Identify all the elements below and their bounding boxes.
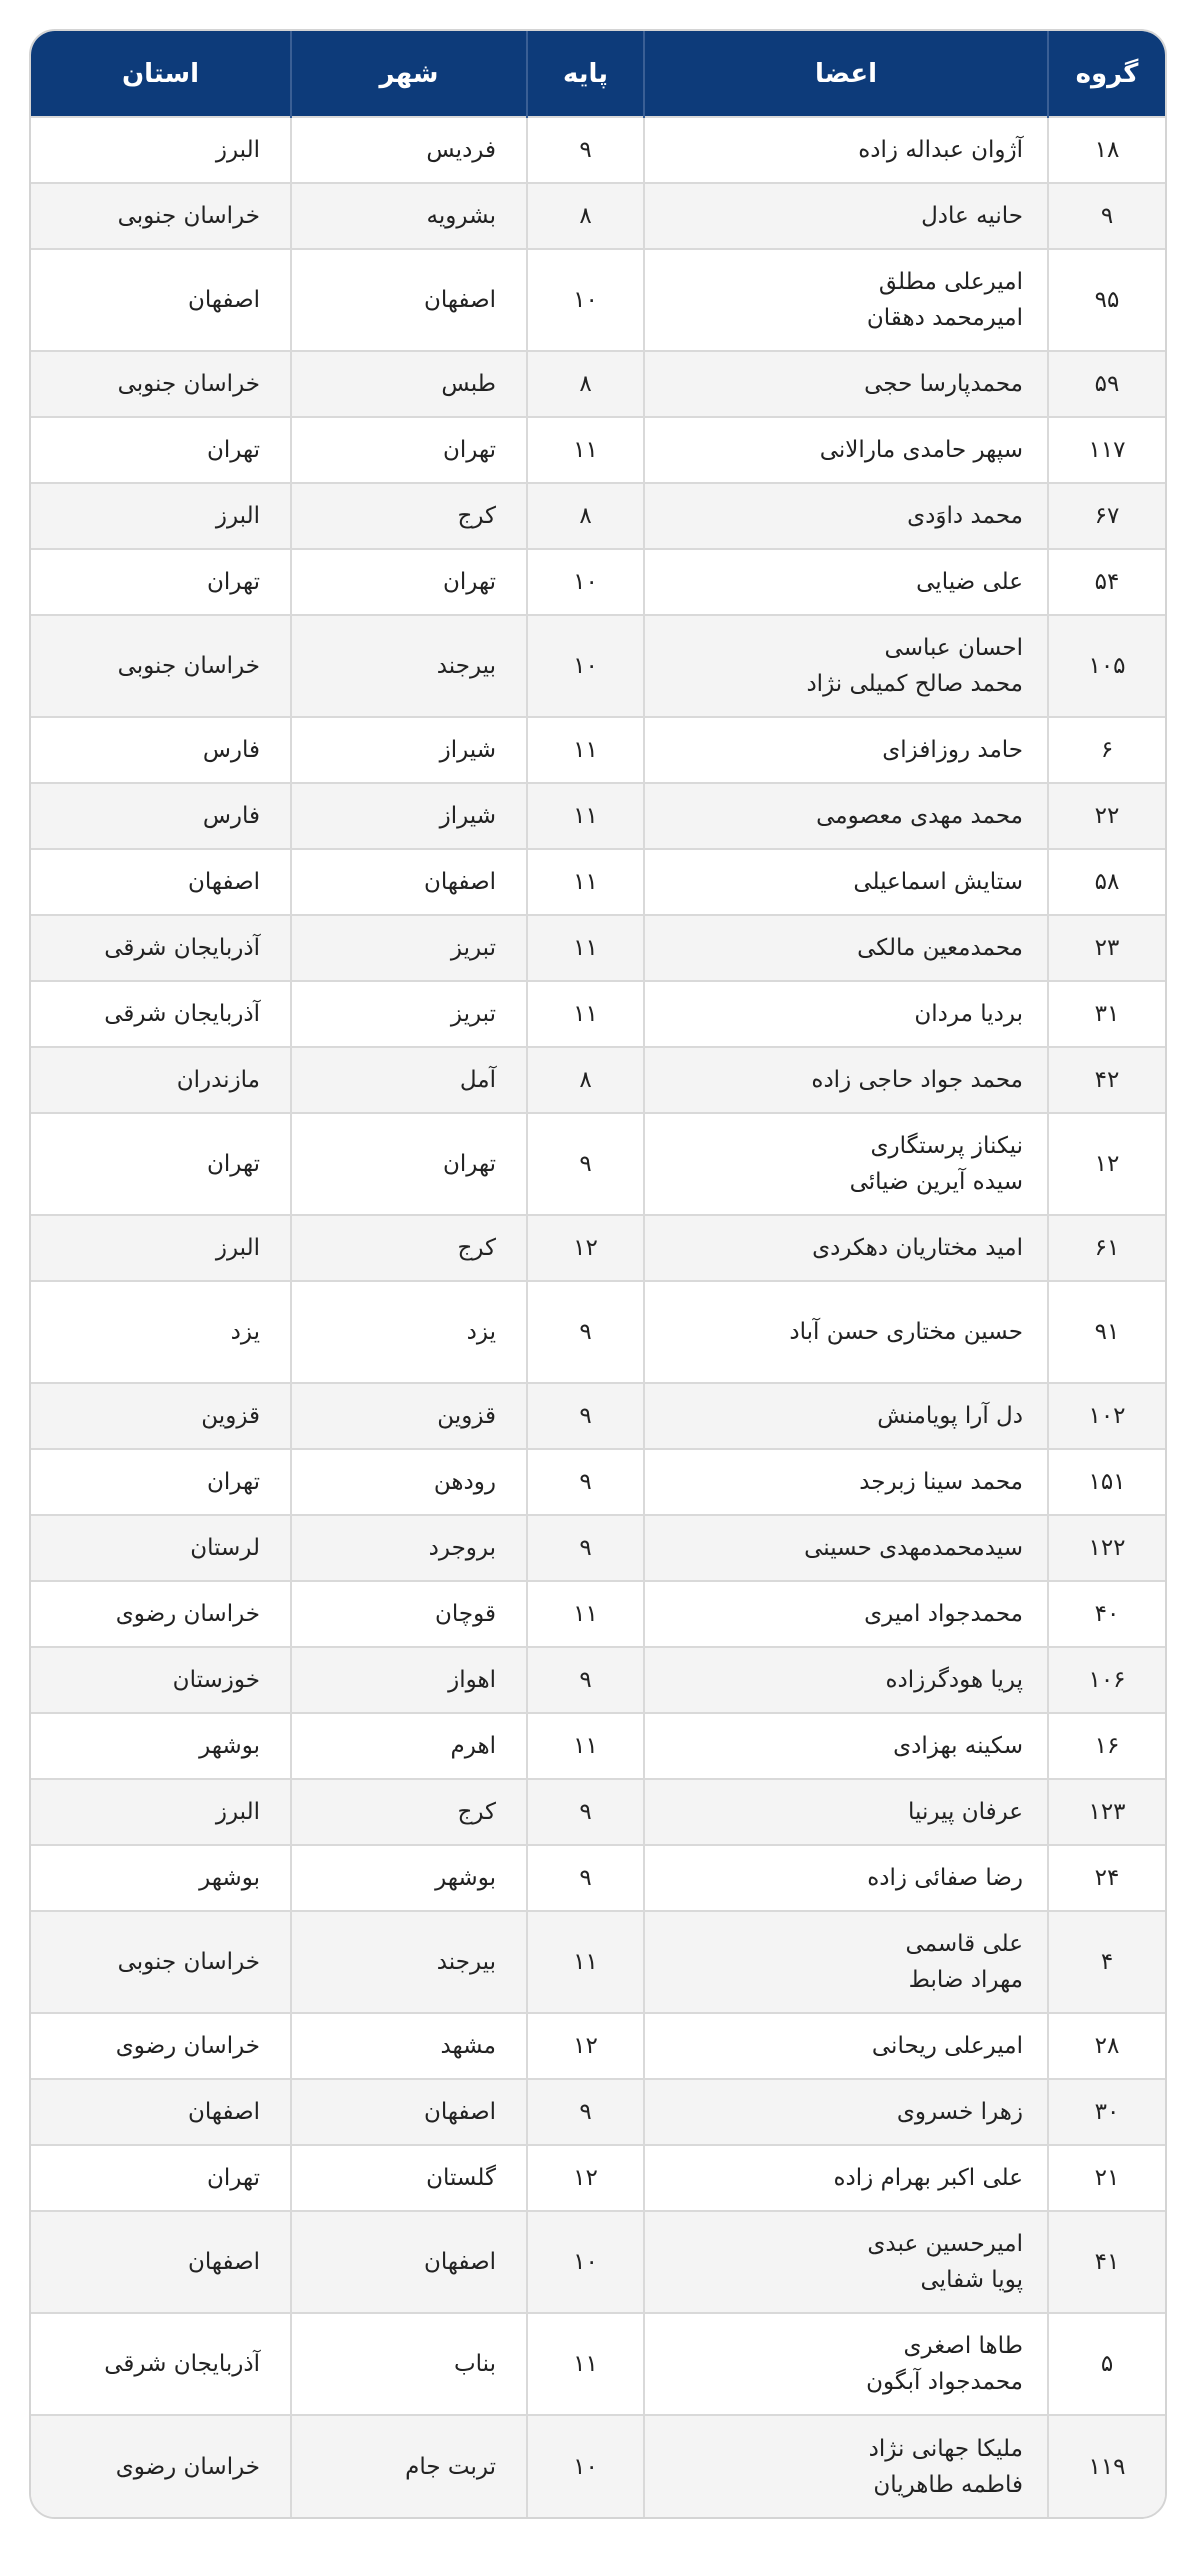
grade-cell: ۸ (527, 483, 644, 549)
city-cell: تهران (291, 417, 527, 483)
group-number-cell: ۵ (1048, 2313, 1165, 2415)
member-name: نیکناز پرستگاری (870, 1133, 1023, 1159)
province-cell: اصفهان (31, 849, 291, 915)
table-row (31, 1215, 1165, 1281)
city-cell: تبریز (291, 915, 527, 981)
member-name: علی قاسمی (905, 1931, 1023, 1957)
members-cell (644, 1449, 1048, 1515)
table-row (31, 2013, 1165, 2079)
header-grade: پایه (527, 31, 644, 117)
grade-cell: ۹ (527, 1449, 644, 1515)
group-number-cell: ۲۸ (1048, 2013, 1165, 2079)
province-cell: مازندران (31, 1047, 291, 1113)
members-cell (644, 717, 1048, 783)
group-number-cell: ۶۷ (1048, 483, 1165, 549)
members-cell (644, 117, 1048, 183)
member-name: امیرعلی ریحانی (871, 2033, 1023, 2059)
province-cell: البرز (31, 483, 291, 549)
member-name: فاطمه طاهریان (873, 2471, 1023, 2498)
members-cell (644, 1581, 1048, 1647)
members-cell (644, 981, 1048, 1047)
province-cell: اصفهان (31, 249, 291, 351)
grade-cell: ۹ (527, 1845, 644, 1911)
grade-cell: ۱۱ (527, 849, 644, 915)
city-cell: تهران (291, 1113, 527, 1215)
table-row (31, 249, 1165, 351)
grade-cell: ۱۱ (527, 417, 644, 483)
member-name: بردیا مردان (914, 1001, 1023, 1027)
members-cell (644, 249, 1048, 351)
province-cell: لرستان (31, 1515, 291, 1581)
table-row (31, 417, 1165, 483)
grade-cell: ۱۲ (527, 2145, 644, 2211)
members-cell (644, 2013, 1048, 2079)
city-cell: تربت جام (291, 2415, 527, 2517)
member-name: سیدمحمدمهدی حسینی (804, 1535, 1023, 1561)
table-row (31, 1581, 1165, 1647)
group-number-cell: ۲۲ (1048, 783, 1165, 849)
grade-cell: ۹ (527, 1383, 644, 1449)
city-cell: بشرویه (291, 183, 527, 249)
city-cell: یزد (291, 1281, 527, 1383)
table-row (31, 549, 1165, 615)
member-name: محمدجواد امیری (864, 1601, 1023, 1627)
grade-cell: ۱۱ (527, 717, 644, 783)
member-name: سپهر حامدی مارالانی (819, 437, 1023, 463)
table-row (31, 783, 1165, 849)
group-number-cell: ۱۰۲ (1048, 1383, 1165, 1449)
member-name: پویا شفایی (920, 2267, 1023, 2293)
grade-cell: ۹ (527, 117, 644, 183)
grade-cell: ۱۱ (527, 783, 644, 849)
city-cell: قوچان (291, 1581, 527, 1647)
table-header (31, 31, 1165, 117)
members-cell (644, 1281, 1048, 1383)
city-cell: اصفهان (291, 2211, 527, 2313)
header-city: شهر (291, 31, 527, 117)
table-row (31, 915, 1165, 981)
members-cell (644, 1515, 1048, 1581)
member-name: پریا هودگرزاده (885, 1667, 1023, 1693)
table-row (31, 2211, 1165, 2313)
member-name: امیرعلی مطلق (878, 269, 1023, 295)
grade-cell: ۱۱ (527, 1581, 644, 1647)
city-cell: شیراز (291, 783, 527, 849)
member-name: محمدپارسا حجی (864, 371, 1023, 397)
group-number-cell: ۹۱ (1048, 1281, 1165, 1383)
members-cell (644, 183, 1048, 249)
member-name: ملیکا جهانی نژاد (868, 2435, 1023, 2462)
table-row (31, 183, 1165, 249)
table-row (31, 717, 1165, 783)
table-row (31, 2145, 1165, 2211)
member-name: مهراد ضابط (908, 1967, 1023, 1993)
group-number-cell: ۱۲ (1048, 1113, 1165, 1215)
member-name: سکینه بهزادی (893, 1733, 1023, 1759)
city-cell: رودهن (291, 1449, 527, 1515)
province-cell: آذربایجان شرقی (31, 981, 291, 1047)
members-cell (644, 1047, 1048, 1113)
member-name: امیرمحمد دهقان (866, 305, 1023, 331)
city-cell: بناب (291, 2313, 527, 2415)
city-cell: تبریز (291, 981, 527, 1047)
grade-cell: ۱۱ (527, 2313, 644, 2415)
member-name: طاها اصغری (903, 2333, 1023, 2359)
table-row (31, 1113, 1165, 1215)
group-number-cell: ۵۹ (1048, 351, 1165, 417)
grade-cell: ۸ (527, 351, 644, 417)
table-row (31, 1647, 1165, 1713)
city-cell: اصفهان (291, 249, 527, 351)
table-row (31, 1845, 1165, 1911)
table-row (31, 615, 1165, 717)
members-cell (644, 783, 1048, 849)
member-name: علی اکبر بهرام زاده (833, 2165, 1023, 2191)
group-number-cell: ۱۲۳ (1048, 1779, 1165, 1845)
members-cell (644, 2211, 1048, 2313)
table-row (31, 117, 1165, 183)
members-table-card (29, 29, 1167, 2519)
member-name: زهرا خسروی (896, 2099, 1023, 2125)
city-cell: کرج (291, 1779, 527, 1845)
group-number-cell: ۳۰ (1048, 2079, 1165, 2145)
header-group: گروه (1048, 31, 1165, 117)
grade-cell: ۱۲ (527, 1215, 644, 1281)
header-province: استان (121, 58, 200, 89)
members-cell (644, 1845, 1048, 1911)
province-cell: بوشهر (31, 1713, 291, 1779)
grade-cell: ۱۱ (527, 1713, 644, 1779)
province-cell: البرز (31, 1215, 291, 1281)
member-name: آژوان عبداله زاده (858, 137, 1023, 163)
city-cell: گلستان (291, 2145, 527, 2211)
grade-cell: ۸ (527, 183, 644, 249)
province-cell: خراسان جنوبی (31, 1911, 291, 2013)
members-cell (644, 1113, 1048, 1215)
grade-cell: ۹ (527, 1647, 644, 1713)
province-cell: اصفهان (31, 2079, 291, 2145)
grade-cell: ۹ (527, 2079, 644, 2145)
city-cell: شیراز (291, 717, 527, 783)
group-number-cell: ۴۰ (1048, 1581, 1165, 1647)
table-body (31, 117, 1165, 2517)
group-number-cell: ۴ (1048, 1911, 1165, 2013)
grade-cell: ۱۱ (527, 981, 644, 1047)
table-row (31, 1779, 1165, 1845)
city-cell: اصفهان (291, 849, 527, 915)
province-cell: تهران (31, 2145, 291, 2211)
grade-cell: ۸ (527, 1047, 644, 1113)
member-name: عرفان پیرنیا (908, 1799, 1023, 1825)
member-name: دل آرا پویامنش (877, 1403, 1023, 1429)
group-number-cell: ۱۱۹ (1048, 2415, 1165, 2517)
group-number-cell: ۶۱ (1048, 1215, 1165, 1281)
group-number-cell: ۴۱ (1048, 2211, 1165, 2313)
city-cell: کرج (291, 1215, 527, 1281)
member-name: محمد جواد حاجی زاده (811, 1067, 1023, 1093)
table-row (31, 849, 1165, 915)
members-cell (644, 1713, 1048, 1779)
city-cell: کرج (291, 483, 527, 549)
grade-cell: ۱۱ (527, 1911, 644, 2013)
province-cell: خراسان جنوبی (31, 183, 291, 249)
grade-cell: ۹ (527, 1779, 644, 1845)
member-name: احسان عباسی (884, 635, 1023, 661)
city-cell: بوشهر (291, 1845, 527, 1911)
members-cell (644, 2313, 1048, 2415)
member-name: رضا صفائی زاده (867, 1865, 1023, 1891)
province-cell: خراسان رضوی (31, 1581, 291, 1647)
group-number-cell: ۱۰۶ (1048, 1647, 1165, 1713)
province-cell: قزوین (31, 1383, 291, 1449)
city-cell: طبس (291, 351, 527, 417)
member-name: محمد صالح کمیلی نژاد (806, 671, 1023, 697)
table-row (31, 1713, 1165, 1779)
city-cell: بروجرد (291, 1515, 527, 1581)
member-name: محمدمعین مالکی (857, 935, 1023, 961)
city-cell: بیرجند (291, 615, 527, 717)
group-number-cell: ۱۸ (1048, 117, 1165, 183)
city-cell: قزوین (291, 1383, 527, 1449)
member-name: علی ضیایی (916, 569, 1023, 595)
member-name: محمد سینا زبرجد (859, 1469, 1023, 1495)
city-cell: بیرجند (291, 1911, 527, 2013)
province-cell: آذربایجان شرقی (31, 915, 291, 981)
member-name: امید مختاریان دهکردی (812, 1235, 1023, 1261)
table-row (31, 2313, 1165, 2415)
province-cell: تهران (31, 1449, 291, 1515)
province-cell: خراسان رضوی (31, 2013, 291, 2079)
city-cell: اهرم (291, 1713, 527, 1779)
province-cell: بوشهر (31, 1845, 291, 1911)
province-cell: تهران (31, 549, 291, 615)
table-row (31, 1047, 1165, 1113)
member-name: ستایش اسماعیلی (853, 869, 1023, 895)
members-cell (644, 849, 1048, 915)
city-cell: مشهد (291, 2013, 527, 2079)
group-number-cell: ۱۵۱ (1048, 1449, 1165, 1515)
members-cell (644, 1911, 1048, 2013)
member-name: حامد روزافزای (882, 737, 1023, 763)
group-number-cell: ۶ (1048, 717, 1165, 783)
members-cell (644, 351, 1048, 417)
group-number-cell: ۳۱ (1048, 981, 1165, 1047)
table-row (31, 1515, 1165, 1581)
table-row (31, 483, 1165, 549)
group-number-cell: ۴۲ (1048, 1047, 1165, 1113)
members-cell (644, 615, 1048, 717)
grade-cell: ۱۲ (527, 2013, 644, 2079)
members-cell (644, 483, 1048, 549)
group-number-cell: ۲۴ (1048, 1845, 1165, 1911)
grade-cell: ۱۰ (527, 249, 644, 351)
grade-cell: ۹ (527, 1113, 644, 1215)
member-name: محمد داوَدی (907, 503, 1023, 529)
city-cell: فردیس (291, 117, 527, 183)
grade-cell: ۹ (527, 1515, 644, 1581)
grade-cell: ۱۰ (527, 2415, 644, 2517)
member-name: حسین مختاری حسن آباد (789, 1319, 1023, 1345)
members-cell (644, 1779, 1048, 1845)
group-number-cell: ۹۵ (1048, 249, 1165, 351)
member-name: امیرحسین عبدی (867, 2231, 1023, 2257)
header-row (31, 31, 1165, 117)
group-number-cell: ۱۲۲ (1048, 1515, 1165, 1581)
members-cell (644, 915, 1048, 981)
group-number-cell: ۲۱ (1048, 2145, 1165, 2211)
city-cell: تهران (291, 549, 527, 615)
grade-cell: ۱۰ (527, 615, 644, 717)
province-cell: فارس (31, 783, 291, 849)
grade-cell: ۱۱ (527, 915, 644, 981)
province-cell: خراسان جنوبی (31, 615, 291, 717)
grade-cell: ۹ (527, 1281, 644, 1383)
province-cell: خراسان رضوی (31, 2415, 291, 2517)
province-cell: یزد (31, 1281, 291, 1383)
member-name: محمدجواد آبگون (866, 2369, 1023, 2395)
group-number-cell: ۱۱۷ (1048, 417, 1165, 483)
members-cell (644, 1383, 1048, 1449)
header-members: اعضا (644, 31, 1048, 117)
group-number-cell: ۲۳ (1048, 915, 1165, 981)
member-name: حانیه عادل (921, 203, 1023, 229)
province-cell: اصفهان (31, 2211, 291, 2313)
group-number-cell: ۵۸ (1048, 849, 1165, 915)
city-cell: اصفهان (291, 2079, 527, 2145)
member-name: سیده آیرین ضیائی (849, 1169, 1023, 1195)
table-row (31, 1449, 1165, 1515)
city-cell: آمل (291, 1047, 527, 1113)
table-row (31, 2079, 1165, 2145)
province-cell: تهران (31, 417, 291, 483)
table-row (31, 2415, 1165, 2517)
table-row (31, 1383, 1165, 1449)
province-cell: خوزستان (31, 1647, 291, 1713)
member-name: محمد مهدی معصومی (816, 803, 1023, 829)
province-cell: فارس (31, 717, 291, 783)
province-cell: البرز (31, 117, 291, 183)
province-cell: آذربایجان شرقی (31, 2313, 291, 2415)
group-number-cell: ۱۰۵ (1048, 615, 1165, 717)
members-cell (644, 2415, 1048, 2517)
group-number-cell: ۵۴ (1048, 549, 1165, 615)
city-cell: اهواز (291, 1647, 527, 1713)
members-table (31, 31, 1165, 2517)
members-cell (644, 2145, 1048, 2211)
members-cell (644, 417, 1048, 483)
table-row (31, 981, 1165, 1047)
province-cell: تهران (31, 1113, 291, 1215)
members-cell (644, 1647, 1048, 1713)
members-cell (644, 2079, 1048, 2145)
group-number-cell: ۱۶ (1048, 1713, 1165, 1779)
province-cell: البرز (31, 1779, 291, 1845)
members-cell (644, 1215, 1048, 1281)
group-number-cell: ۹ (1048, 183, 1165, 249)
province-cell: خراسان جنوبی (31, 351, 291, 417)
members-cell (644, 549, 1048, 615)
grade-cell: ۱۰ (527, 2211, 644, 2313)
table-row (31, 351, 1165, 417)
grade-cell: ۱۰ (527, 549, 644, 615)
table-row (31, 1911, 1165, 2013)
table-row (31, 1281, 1165, 1383)
